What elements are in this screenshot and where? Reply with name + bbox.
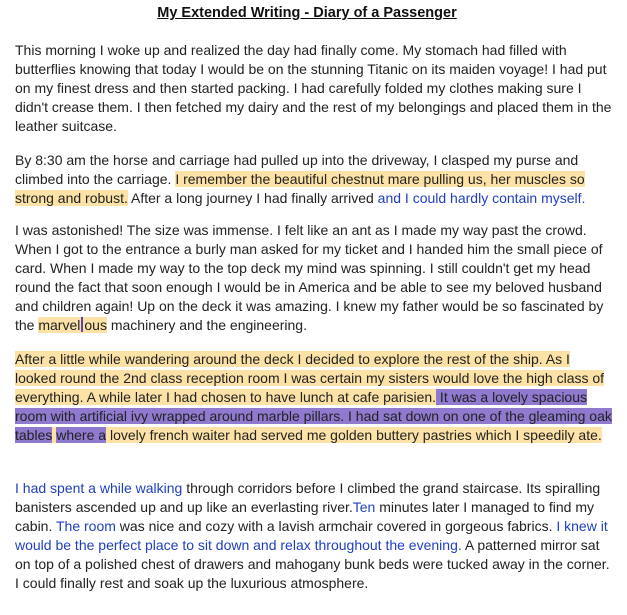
p3-text: I was astonished! The size was immense. I felt like an ant as I made my way past the crowd. When I got to the entrance a burly man asked for my ticket and I handed him the small piece of card. When I made my way to the top deck my mind was spinning. I still couldn't get my head round the fact that soon enough I would be in America and be able to see my beloved husband and children again! Up on the deck it was amazing. I knew my father would be so fascinated by the [15,222,604,333]
p2-blue-text: and I could hardly contain myself. [377,190,586,206]
p5-blue-text-2: Ten [352,499,376,515]
p5-blue-text-4: I knew it would be the perfect place to sit down and relax throughout the evening. [15,518,608,553]
p2-highlight: I remember the beautiful chestnut mare pulling us, her muscles so strong and robust. [15,171,585,206]
p5-text-3: was nice and cozy with a lavish armchair covered in gorgeous fabrics. [115,518,557,534]
p5-text-2: minutes later I managed to find my cabin. [15,499,595,534]
document-title: My Extended Writing - Diary of a Passenger [157,5,457,21]
p4-highlight: After a little while wandering around the deck I decided to explore the rest of the ship. As I looked round the 2nd class reception room I was certain my sisters would love the high class of everything. A while later I had chosen to have lunch at cafe parisien. [15,351,605,405]
paragraph-2[interactable] [15,151,615,208]
paragraph-5[interactable] [15,479,615,593]
p5-blue-text-3: The room [56,518,116,534]
p3-highlight-part2: ous [84,317,107,333]
p2-text: By 8:30 am the horse and carriage had pulled up into the driveway, I clasped my purse and climbed into the carriage. [15,152,579,187]
paragraph-3[interactable] [15,221,615,335]
p5-blue-text: I had spent a while walking [15,480,183,496]
paragraph-1[interactable]: This morning I woke up and realized the day had finally come. My stomach had filled with butterflies knowing that today I would be on the stunning Titanic on its maiden voyage! I had put on my finest dress and then started packing. I had carefully folded my clothes making sure I didn't crease them. I then fetched my dairy and the rest of my belongings and placed them in the leather suitcase. [15,42,612,134]
p3-highlight-part1: marvel [38,317,81,333]
paragraph-4[interactable] [15,350,615,445]
p4-highlight-2: lovely french waiter had served me golden buttery pastries which I speedily ate. [106,427,602,443]
p4-selection-2: where a [56,427,107,443]
p5-text-4: A patterned mirror sat on top of a polished chest of drawers and mahogany bunk beds were tucked away in the corner. I could finally rest and soak up the luxurious atmosphere. [15,537,610,591]
p4-selection: It was a lovely spacious room with artificial ivy wrapped around marble pillars. I had sat down on one of the gleaming oak tables [15,389,612,443]
p5-text: through corridors before I climbed the grand staircase. Its spiralling banisters ascended up and up like an everlasting river. [15,480,601,515]
p2-text-2: After a long journey I had finally arrived [127,190,378,206]
p3-text-2: machinery and the engineering. [106,317,307,333]
p3-highlight [38,317,107,333]
